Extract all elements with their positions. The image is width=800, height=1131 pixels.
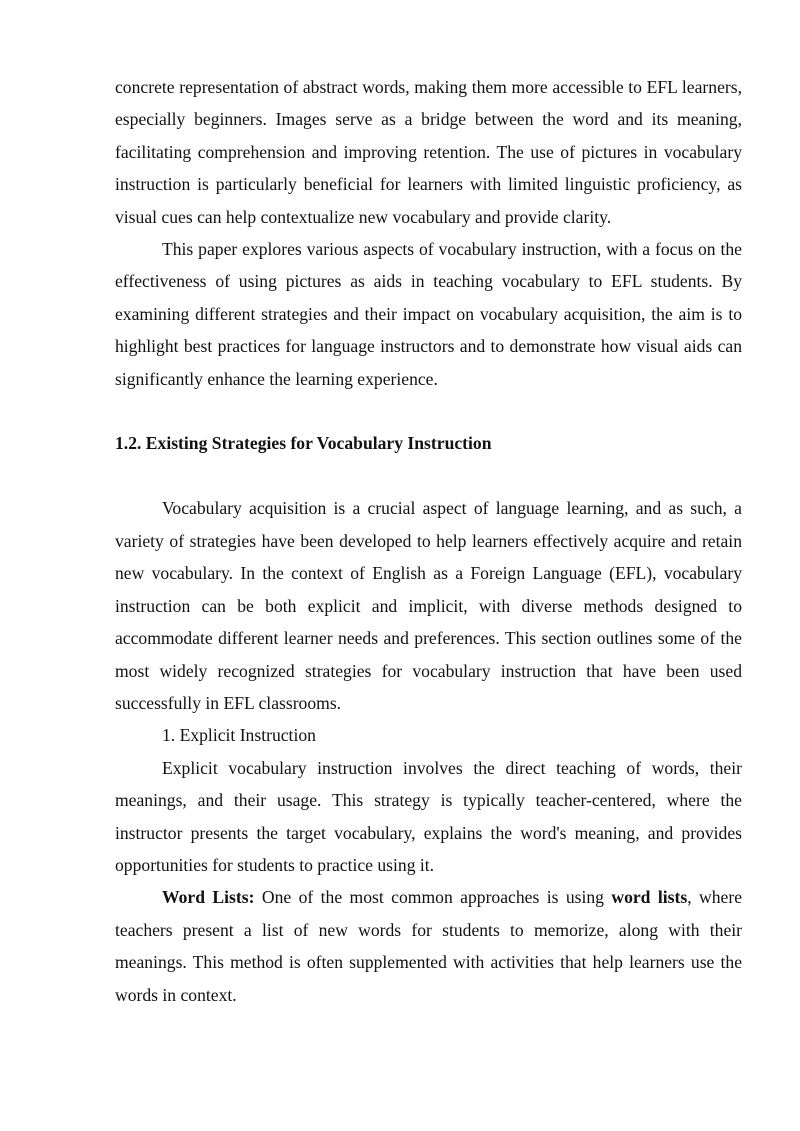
word-lists-emphasis: word lists	[611, 887, 688, 908]
spacer	[115, 395, 742, 427]
list-item-explicit-instruction: 1. Explicit Instruction	[162, 725, 316, 746]
document-page	[115, 71, 742, 1011]
section-heading: 1.2. Existing Strategies for Vocabulary Instruction	[115, 433, 492, 454]
paragraph-intro-continuation: concrete representation of abstract words, making them more accessible to EFL learners, especially beginners. Images serve as a bridge between the word and its meaning, facilitating comprehension and improving retention. The use of pictures in vocabulary instruction is particularly beneficial for learners with limited linguistic proficiency, as visual cues can help contextualize new vocabulary and provide clarity.	[115, 77, 742, 227]
paragraph-word-lists	[115, 881, 742, 1011]
spacer	[115, 459, 742, 492]
paragraph-paper-overview: This paper explores various aspects of vocabulary instruction, with a focus on the effectiveness of using pictures as aids in teaching vocabulary to EFL students. By examining different strategies and their impact on vocabulary acquisition, the aim is to highlight best practices for language instructors and to demonstrate how visual aids can significantly enhance the learning experience.	[115, 239, 742, 389]
paragraph-explicit-instruction: Explicit vocabulary instruction involves the direct teaching of words, their meanings, and their usage. This strategy is typically teacher-centered, where the instructor presents the target vocabulary, explains the word's meaning, and provides opportunities for students to practice using it.	[115, 757, 742, 875]
word-lists-text-part1: One of the most common approaches is using	[254, 887, 612, 908]
word-lists-label: Word Lists:	[162, 887, 255, 908]
word-lists-text-part2: , where teachers present a list of new words for students to memorize, along with their meanings. This method is often supplemented with activities that help learners use the words in context.	[115, 887, 743, 1005]
paragraph-vocabulary-acquisition: Vocabulary acquisition is a crucial aspect of language learning, and as such, a variety of strategies have been developed to help learners effectively acquire and retain new vocabulary. In the context of English as a Foreign Language (EFL), vocabulary instruction can be both explicit and implicit, with diverse methods designed to accommodate different learner needs and preferences. This section outlines some of the most widely recognized strategies for vocabulary instruction that have been used successfully in EFL classrooms.	[115, 498, 742, 713]
